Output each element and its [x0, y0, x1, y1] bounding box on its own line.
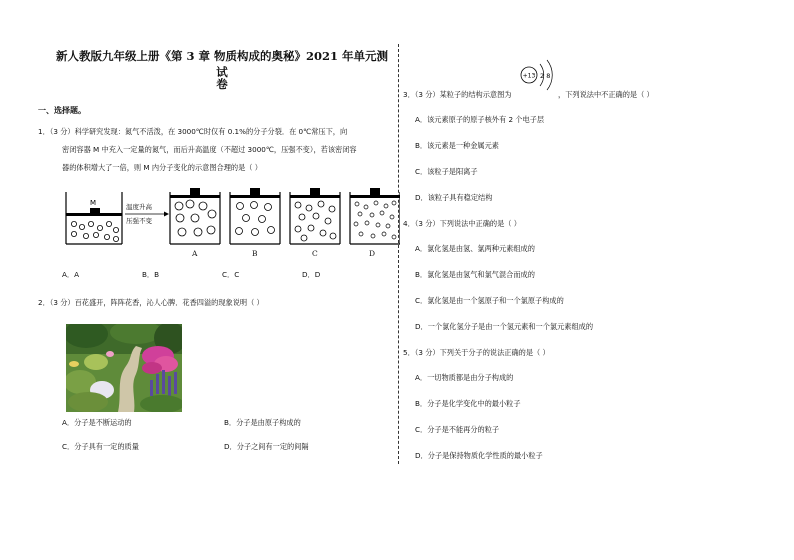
q3-stem-after: ，下列说法中不正确的是（ ）	[558, 90, 654, 99]
q5-option-d: D．分子是保持物质化学性质的最小粒子	[415, 451, 543, 460]
section-heading: 一、选择题。	[38, 106, 86, 115]
transition-arrow	[125, 202, 169, 225]
q2-stem: 2．（3 分）百花盛开，阵阵花香，沁人心脾．花香四溢的现象说明（ ）	[38, 298, 264, 307]
q2-option-a: A．分子是不断运动的	[62, 418, 132, 427]
q1-option-c: C．C	[222, 270, 240, 279]
q2-option-b: B．分子是由原子构成的	[224, 418, 301, 427]
container-m-label: M	[90, 199, 97, 207]
choice-c-container	[290, 188, 340, 244]
q3-option-d: D．该粒子具有稳定结构	[415, 193, 493, 202]
q5-option-b: B．分子是化学变化中的最小粒子	[415, 399, 521, 408]
q3-option-b: B．该元素是一种金属元素	[415, 141, 499, 150]
q1-option-b: B．B	[142, 270, 160, 279]
page-title: 新人教版九年级上册《第 3 章 物质构成的奥秘》2021 年单元测试	[55, 49, 389, 79]
q3-option-a: A．该元素原子的原子核外有 2 个电子层	[415, 115, 545, 124]
q1-stem-line3: 器的体积增大了一倍，则 M 内分子变化的示意图合理的是（ ）	[62, 163, 262, 172]
q1-stem-line2: 密闭容器 M 中充入一定量的氮气，而后升高温度（不超过 3000℃，压强不变），若该密闭容	[62, 145, 357, 154]
fig-label-a: A	[192, 249, 198, 258]
q4-stem: 4．（3 分）下列说法中正确的是（ ）	[403, 219, 521, 228]
fig-label-c: C	[312, 249, 318, 258]
q1-option-a: A．A	[62, 270, 80, 279]
q3-option-c: C．该粒子是阳离子	[415, 167, 478, 176]
q5-stem: 5．（3 分）下列关于分子的说法正确的是（ ）	[403, 348, 550, 357]
fig-label-d: D	[369, 249, 376, 258]
arrow-label-1: 温度升高	[126, 203, 152, 211]
q2-option-d: D．分子之间有一定的间隔	[224, 442, 309, 451]
choice-b-container	[230, 188, 280, 244]
q4-option-c: C．氯化氢是由一个氢原子和一个氯原子构成的	[415, 296, 564, 305]
q4-option-d: D．一个氯化氢分子是由一个氢元素和一个氯元素组成的	[415, 322, 594, 331]
choice-a-container	[170, 188, 220, 244]
nucleus-charge: +13	[522, 72, 536, 80]
fig-label-b: B	[252, 249, 258, 258]
page-title-continued: 卷	[216, 77, 228, 91]
q2-option-c: C．分子具有一定的质量	[62, 442, 139, 451]
choice-d-container	[350, 188, 400, 244]
flower-garden-photo	[66, 324, 182, 412]
q5-option-a: A．一切物质都是由分子构成的	[415, 373, 514, 382]
q1-stem-line1: 1．（3 分）科学研究发现：氮气不活泼，在 3000℃时仅有 0.1%的分子分裂．在 0℃常压下，向	[38, 127, 348, 136]
q1-molecule-diagram	[60, 184, 400, 250]
arrow-label-2: 压强不变	[126, 217, 152, 225]
q3-stem-before: 3．（3 分）某粒子的结构示意图为	[403, 90, 512, 99]
q5-option-c: C．分子是不能再分的粒子	[415, 425, 500, 434]
q4-option-b: B．氯化氢是由氢气和氯气混合而成的	[415, 270, 535, 279]
q4-option-a: A．氯化氢是由氢、氯两种元素组成的	[415, 244, 535, 253]
column-divider	[398, 44, 399, 464]
shell-electrons: 2 8	[540, 72, 551, 80]
container-m	[66, 192, 122, 244]
q1-option-d: D．D	[302, 270, 321, 279]
